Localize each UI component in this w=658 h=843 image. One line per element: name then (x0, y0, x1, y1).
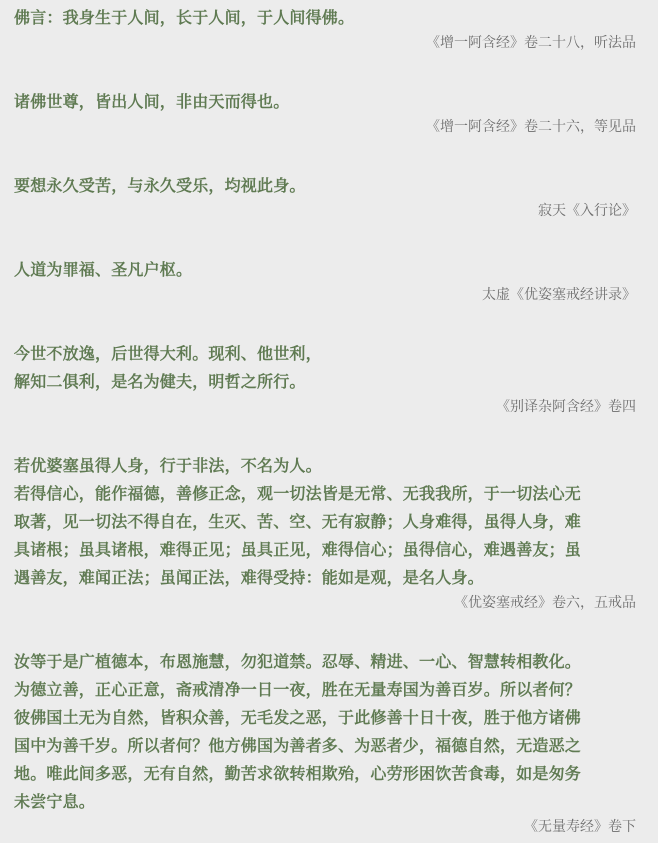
quote-7-line-6: 未尝宁息。 (14, 792, 96, 811)
quote-4-line-1: 人道为罪福、圣凡户枢。 (14, 260, 193, 279)
quote-1-source: 《增一阿含经》卷二十八，听法品 (426, 35, 636, 51)
quote-5-line-1: 今世不放逸，后世得大利。现利、他世利， (14, 344, 322, 363)
quote-7-line-5: 地。唯此间多恶，无有自然，勤苦求欲转相欺殆，心劳形困饮苦食毒，如是匆务 (14, 764, 582, 783)
quote-separator (14, 614, 644, 648)
quote-7-line-1: 汝等于是广植德本，布恩施慧，勿犯道禁。忍辱、精进、一心、智慧转相教化。 (14, 652, 582, 671)
quote-7-source: 《无量寿经》卷下 (524, 819, 636, 835)
quote-6-line-5: 遇善友，难闻正法；虽闻正法，难得受持：能如是观，是名人身。 (14, 568, 484, 587)
quote-6-line-4: 具诸根；虽具诸根，难得正见；虽具正见，难得信心；虽得信心，难遇善友；虽 (14, 540, 582, 559)
quote-4-source: 太虚《优姿塞戒经讲录》 (482, 287, 636, 303)
quote-5-line-2: 解知二俱利，是名为健夫，明哲之所行。 (14, 372, 306, 391)
quote-7-line-3: 彼佛国土无为自然，皆积众善，无毛发之恶，于此修善十日十夜，胜于他方诸佛 (14, 708, 582, 727)
quote-6-line-3: 取著，见一切法不得自在，生灭、苦、空、无有寂静；人身难得，虽得人身，难 (14, 512, 582, 531)
quote-6-line-1: 若优婆塞虽得人身，行于非法，不名为人。 (14, 456, 322, 475)
quote-1-line-1: 佛言：我身生于人间，长于人间，于人间得佛。 (14, 8, 355, 27)
quote-3 (14, 172, 644, 222)
quote-4 (14, 256, 644, 306)
quote-separator (14, 306, 644, 340)
quote-7 (14, 648, 644, 838)
quote-7-line-2: 为德立善，正心正意，斋戒清净一日一夜，胜在无量寿国为善百岁。所以者何？ (14, 680, 582, 699)
quote-6 (14, 452, 644, 614)
quote-separator (14, 138, 644, 172)
quote-5-source: 《别译杂阿含经》卷四 (496, 399, 636, 415)
quote-2 (14, 88, 644, 138)
quote-6-line-2: 若得信心，能作福德，善修正念，观一切法皆是无常、无我我所，于一切法心无 (14, 484, 582, 503)
quote-2-line-1: 诸佛世尊，皆出人间，非由天而得也。 (14, 92, 290, 111)
quote-7-line-4: 国中为善千岁。所以者何？他方佛国为善者多、为恶者少，福德自然，无造恶之 (14, 736, 582, 755)
quote-5 (14, 340, 644, 418)
quote-separator (14, 222, 644, 256)
quote-3-line-1: 要想永久受苦，与永久受乐，均视此身。 (14, 176, 306, 195)
quote-6-source: 《优姿塞戒经》卷六，五戒品 (454, 595, 636, 611)
quote-separator (14, 54, 644, 88)
quote-separator (14, 418, 644, 452)
quote-3-source: 寂天《入行论》 (538, 203, 636, 219)
quote-2-source: 《增一阿含经》卷二十六，等见品 (426, 119, 636, 135)
quote-1 (14, 4, 644, 54)
